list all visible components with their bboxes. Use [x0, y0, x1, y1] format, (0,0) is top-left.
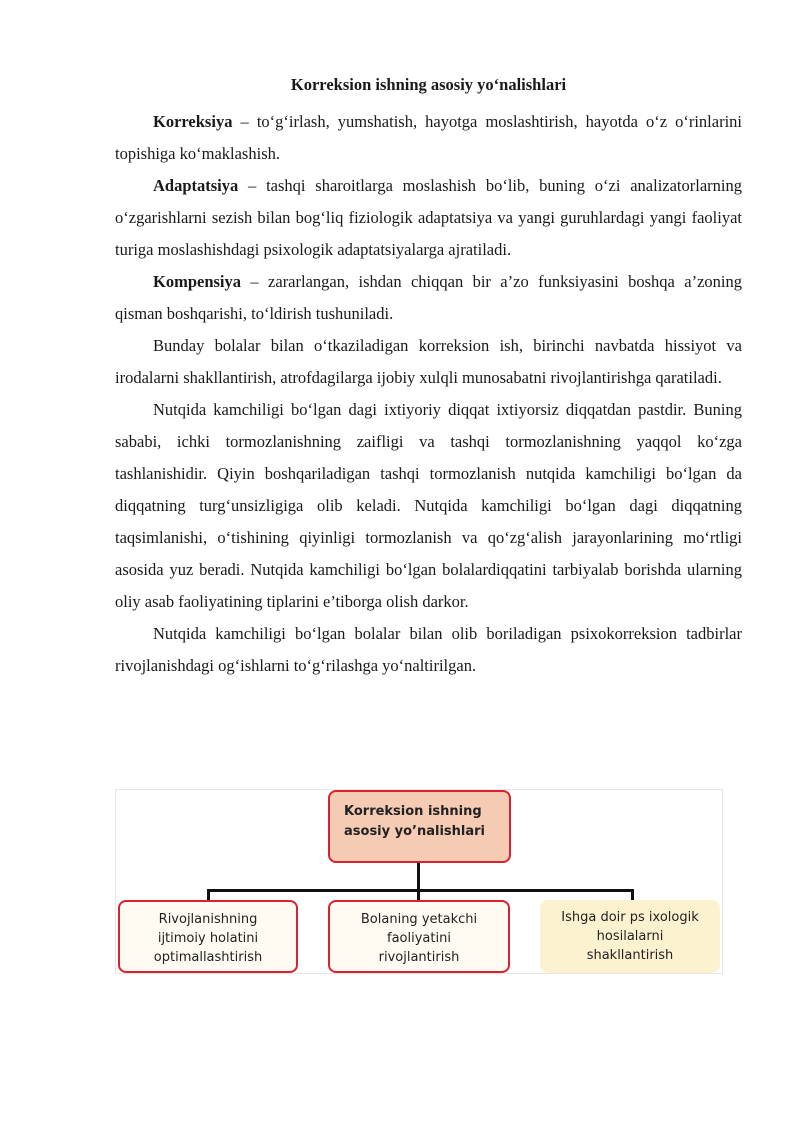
term-adaptatsiya: Adaptatsiya [153, 176, 239, 195]
diagram-box-line: Rivojlanishning [158, 912, 258, 927]
diagram-box-line: Bolaning yetakchi [360, 912, 478, 927]
diagram-root-box [328, 790, 511, 863]
diagram-box-middle [328, 900, 510, 973]
paragraph-bunday: Bunday bolalar bilan o‘tkaziladigan korreksion ish, birinchi navbatda hissiyot va irodalarni shakllantirish, atrofdagilarga ijobiy xulqli munosabatni rivojlantirishga qaratiladi. [115, 336, 742, 387]
diagram-box-line: shakllantirish [586, 948, 674, 963]
diagram-root-line: Korreksion ishning [344, 804, 482, 819]
paragraph-text: – tashqi sharoitlarga moslashish bo‘lib, buning o‘zi analizatorlarning o‘zgarishlarni sezish bilan bog‘liq fiziologik adaptatsiya va yangi guruhlardagi yangi faoliyat turiga moslashishdagi psixologik adaptatsiyalarga ajratiladi. [115, 176, 742, 259]
paragraph-kompensiya [115, 266, 742, 330]
paragraph-korreksiya [115, 106, 742, 170]
diagram-box-line: faoliyatini [387, 931, 451, 946]
paragraph-text: – to‘g‘irlash, yumshatish, hayotga moslashtirish, hayotda o‘z o‘rinlarini topishiga ko‘maklashish. [115, 112, 742, 163]
diagram-box-line: optimallashtirish [153, 950, 263, 965]
flow-diagram [115, 789, 723, 974]
term-kompensiya: Kompensiya [153, 272, 242, 291]
diagram-box-right [540, 900, 720, 973]
connector-horizontal [207, 889, 634, 892]
diagram-root-line: asosiy yo’nalishlari [344, 824, 486, 839]
term-korreksiya: Korreksiya [153, 112, 233, 131]
diagram-box-line: Ishga doir ps ixologik [561, 910, 699, 925]
diagram-box-line: ijtimoiy holatini [157, 931, 259, 946]
diagram-box-line: rivojlantirish [378, 950, 460, 965]
paragraph-text: – zararlangan, ishdan chiqqan bir a’zo funksiyasini boshqa a’zoning qisman boshqarishi, to‘ldirish tushuniladi. [115, 272, 742, 323]
page-title: Korreksion ishning asosiy yo‘nalishlari [290, 75, 567, 94]
document-page [115, 70, 742, 682]
diagram-box-left [118, 900, 298, 973]
paragraph-nutqida-diqqat: Nutqida kamchiligi bo‘lgan dagi ixtiyoriy diqqat ixtiyorsiz diqqatdan pastdir. Buning sababi, ichki tormozlanishning zaifligi va tashqi tormozlanishning yaqqol ko‘zga tashlanishidir. Qiyin boshqariladigan tashqi tormozlanish nutqida kamchiligi bo‘lgan da diqqatning turg‘unsizligiga olib keladi. Nutqida kamchiligi bo‘lgan dagi diqqatning taqsimlanishi, o‘tishining qiyinligi tormozlanish va qo‘zg‘alish jarayonlarining mo‘rtligi asosida yuz beradi. Nutqida kamchiligi bo‘lgan bolalardiqqatini tarbiyalab borishda ularning oliy asab faoliyatining tiplarini e’tiborga olish darkor. [115, 400, 742, 611]
paragraph-psixokorreksion: Nutqida kamchiligi bo‘lgan bolalar bilan olib boriladigan psixokorreksion tadbirlar rivojlanishdagi og‘ishlarni to‘g‘rilashga yo‘naltirilgan. [115, 624, 742, 675]
connector-vertical [417, 863, 420, 890]
paragraph-adaptatsiya [115, 170, 742, 266]
diagram-box-line: hosilalarni [596, 929, 664, 944]
